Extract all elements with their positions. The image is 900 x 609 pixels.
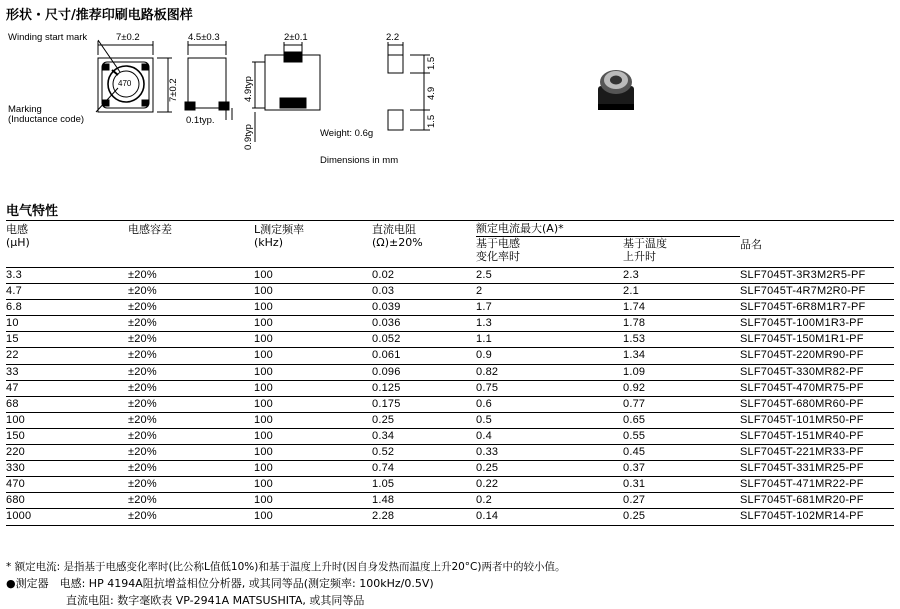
cell-dcr: 0.061 [372,349,401,362]
cell-freq: 100 [254,462,273,475]
table-row [6,493,894,509]
cell-dcr: 1.48 [372,494,395,507]
cell-inductance: 68 [6,397,19,410]
cell-rated-current-temp: 0.55 [623,429,646,442]
cell-inductance: 3.3 [6,269,22,281]
cell-rated-current-temp: 0.45 [623,446,646,459]
header-rated-current: 额定电流最大(A)* [476,221,740,237]
front-view-drawing [252,42,320,142]
cell-dcr: 0.03 [372,285,395,298]
cell-part-no: SLF7045T-331MR25-PF [740,462,864,475]
cell-part-no: SLF7045T-680MR60-PF [740,397,864,410]
cell-rated-current-temp: 1.34 [623,349,646,362]
cell-rated-current-change: 1.3 [476,317,492,330]
cell-part-no: SLF7045T-102MR14-PF [740,510,864,523]
cell-part-no: SLF7045T-681MR20-PF [740,494,864,507]
side-view-drawing [185,41,232,120]
cell-rated-current-change: 0.5 [476,413,492,426]
dim-width: 7±0.2 [116,32,140,43]
table-row [6,300,894,316]
cell-freq: 100 [254,494,273,507]
table-row [6,316,894,332]
cell-rated-current-change: 0.22 [476,478,499,491]
cell-rated-current-temp: 0.25 [623,510,646,523]
cell-rated-current-change: 0.75 [476,381,499,394]
cell-part-no: SLF7045T-471MR22-PF [740,478,864,491]
header-based-on-temp: 基于温度 上升时 [623,237,740,268]
cell-rated-current-change: 2 [476,285,483,298]
header-dcr: 直流电阻 (Ω)±20% [372,221,476,268]
cell-tolerance: ±20% [128,397,157,410]
cell-part-no: SLF7045T-221MR33-PF [740,446,864,459]
dim-side-height: 4.9typ [243,76,254,102]
cell-part-no: SLF7045T-3R3M2R5-PF [740,269,866,281]
cell-inductance: 330 [6,462,25,475]
cell-rated-current-temp: 1.09 [623,365,646,378]
cell-inductance: 470 [6,478,25,491]
cell-rated-current-change: 0.2 [476,494,492,507]
cell-freq: 100 [254,317,273,330]
note-instrument-dcr: 直流电阻: 数字毫欧表 VP-2941A MATSUSHITA, 或其同等品 [66,594,365,607]
cell-rated-current-temp: 0.77 [623,397,646,410]
cell-tolerance: ±20% [128,494,157,507]
cell-inductance: 100 [6,413,25,426]
table-row [6,396,894,412]
dim-side-width: 4.5±0.3 [188,32,220,43]
cell-part-no: SLF7045T-330MR82-PF [740,365,864,378]
cell-inductance: 47 [6,381,19,394]
cell-tolerance: ±20% [128,429,157,442]
dim-front-height: 0.9typ [243,124,254,150]
cell-tolerance: ±20% [128,510,157,523]
units-label: Dimensions in mm [320,155,399,166]
cell-rated-current-temp: 0.27 [623,494,646,507]
cell-tolerance: ±20% [128,462,157,475]
cell-dcr: 0.52 [372,446,395,459]
table-row [6,380,894,396]
cell-freq: 100 [254,285,273,298]
cell-part-no: SLF7045T-6R8M1R7-PF [740,301,866,314]
cell-rated-current-temp: 1.74 [623,301,646,314]
cell-dcr: 0.052 [372,333,401,346]
header-freq: L测定频率 (kHz) [254,221,372,268]
weight-label: Weight: 0.6g [320,128,374,139]
dim-height: 7±0.2 [168,78,179,102]
cell-inductance: 680 [6,494,25,507]
cell-tolerance: ±20% [128,333,157,346]
cell-part-no: SLF7045T-150M1R1-PF [740,333,864,346]
dim-pad-width: 2.2 [386,32,400,43]
land-pattern-drawing [388,42,430,130]
winding-start-mark-label: Winding start mark [8,32,88,43]
cell-rated-current-change: 1.7 [476,301,492,314]
cell-rated-current-temp: 0.92 [623,381,646,394]
marking-code: 470 [118,79,132,88]
cell-inductance: 1000 [6,510,32,523]
section-title-shape: 形状・尺寸/推荐印刷电路板图样 [6,8,193,23]
table-row [6,332,894,348]
cell-tolerance: ±20% [128,269,157,281]
cell-freq: 100 [254,333,273,346]
header-based-on-change: 基于电感 变化率时 [476,237,623,268]
cell-tolerance: ±20% [128,365,157,378]
cell-inductance: 6.8 [6,301,22,314]
spec-table [6,220,894,526]
dim-tab: 0.1typ. [186,115,215,126]
cell-rated-current-change: 0.4 [476,429,492,442]
cell-freq: 100 [254,446,273,459]
cell-dcr: 0.039 [372,301,401,314]
note-rated-current: * 额定电流: 是指基于电感变化率时(比公称L值低10%)和基于温度上升时(因自身发热而温度上升20°C)两者中的较小值。 [6,561,566,573]
cell-dcr: 0.02 [372,269,395,281]
cell-inductance: 15 [6,333,19,346]
cell-rated-current-change: 2.5 [476,269,492,281]
dimension-drawings [0,0,900,200]
header-tolerance: 电感容差 [128,221,254,268]
cell-part-no: SLF7045T-101MR50-PF [740,413,864,426]
section-title-electrical: 电气特性 [6,204,59,219]
cell-part-no: SLF7045T-220MR90-PF [740,349,864,362]
table-row [6,477,894,493]
header-part-no: 品名 [740,221,894,268]
cell-rated-current-change: 1.1 [476,333,492,346]
cell-tolerance: ±20% [128,285,157,298]
product-photo [598,70,634,110]
table-row [6,428,894,444]
cell-freq: 100 [254,365,273,378]
dim-pad-b: 4.9 [426,86,437,100]
cell-rated-current-change: 0.9 [476,349,492,362]
cell-tolerance: ±20% [128,478,157,491]
cell-inductance: 10 [6,317,19,330]
table-row [6,348,894,364]
cell-freq: 100 [254,397,273,410]
cell-rated-current-change: 0.14 [476,510,499,523]
cell-tolerance: ±20% [128,317,157,330]
cell-tolerance: ±20% [128,446,157,459]
cell-freq: 100 [254,429,273,442]
cell-dcr: 0.125 [372,381,401,394]
cell-dcr: 0.096 [372,365,401,378]
cell-rated-current-temp: 2.3 [623,269,639,281]
cell-inductance: 22 [6,349,19,362]
cell-freq: 100 [254,478,273,491]
cell-rated-current-temp: 0.37 [623,462,646,475]
marking-subtitle: (Inductance code) [8,114,85,125]
cell-freq: 100 [254,413,273,426]
cell-inductance: 220 [6,446,25,459]
dim-front-width: 2±0.1 [284,32,308,43]
cell-dcr: 0.34 [372,429,395,442]
cell-rated-current-change: 0.33 [476,446,499,459]
table-row [6,445,894,461]
table-row [6,412,894,428]
cell-tolerance: ±20% [128,413,157,426]
cell-dcr: 1.05 [372,478,395,491]
cell-part-no: SLF7045T-100M1R3-PF [740,317,864,330]
table-row [6,509,894,525]
cell-freq: 100 [254,269,273,281]
cell-part-no: SLF7045T-470MR75-PF [740,381,864,394]
cell-part-no: SLF7045T-4R7M2R0-PF [740,285,866,298]
marking-label: Marking [8,104,42,115]
cell-freq: 100 [254,381,273,394]
cell-tolerance: ±20% [128,301,157,314]
cell-rated-current-temp: 0.65 [623,413,646,426]
note-instrument-inductance: ●测定器 电感: HP 4194A阻抗增益相位分析器, 或其同等品(测定频率: 100kHz/0.5V) [6,577,434,590]
cell-freq: 100 [254,510,273,523]
cell-part-no: SLF7045T-151MR40-PF [740,429,864,442]
dim-pad-a: 1.5 [426,56,437,70]
cell-freq: 100 [254,349,273,362]
cell-rated-current-temp: 1.78 [623,317,646,330]
cell-rated-current-temp: 2.1 [623,285,639,298]
cell-rated-current-temp: 0.31 [623,478,646,491]
cell-dcr: 2.28 [372,510,395,523]
table-row [6,461,894,477]
cell-tolerance: ±20% [128,349,157,362]
table-row [6,268,894,284]
cell-rated-current-change: 0.25 [476,462,499,475]
cell-rated-current-change: 0.6 [476,397,492,410]
dim-pad-c: 1.5 [426,114,437,128]
cell-rated-current-change: 0.82 [476,365,499,378]
table-row [6,284,894,300]
cell-tolerance: ±20% [128,381,157,394]
cell-dcr: 0.175 [372,397,401,410]
table-row [6,364,894,380]
cell-dcr: 0.25 [372,413,395,426]
cell-dcr: 0.74 [372,462,395,475]
cell-dcr: 0.036 [372,317,401,330]
cell-inductance: 33 [6,365,19,378]
cell-rated-current-temp: 1.53 [623,333,646,346]
header-inductance: 电感 (μH) [6,221,128,268]
top-view-drawing [96,40,172,112]
cell-inductance: 150 [6,429,25,442]
cell-inductance: 4.7 [6,285,22,298]
cell-freq: 100 [254,301,273,314]
